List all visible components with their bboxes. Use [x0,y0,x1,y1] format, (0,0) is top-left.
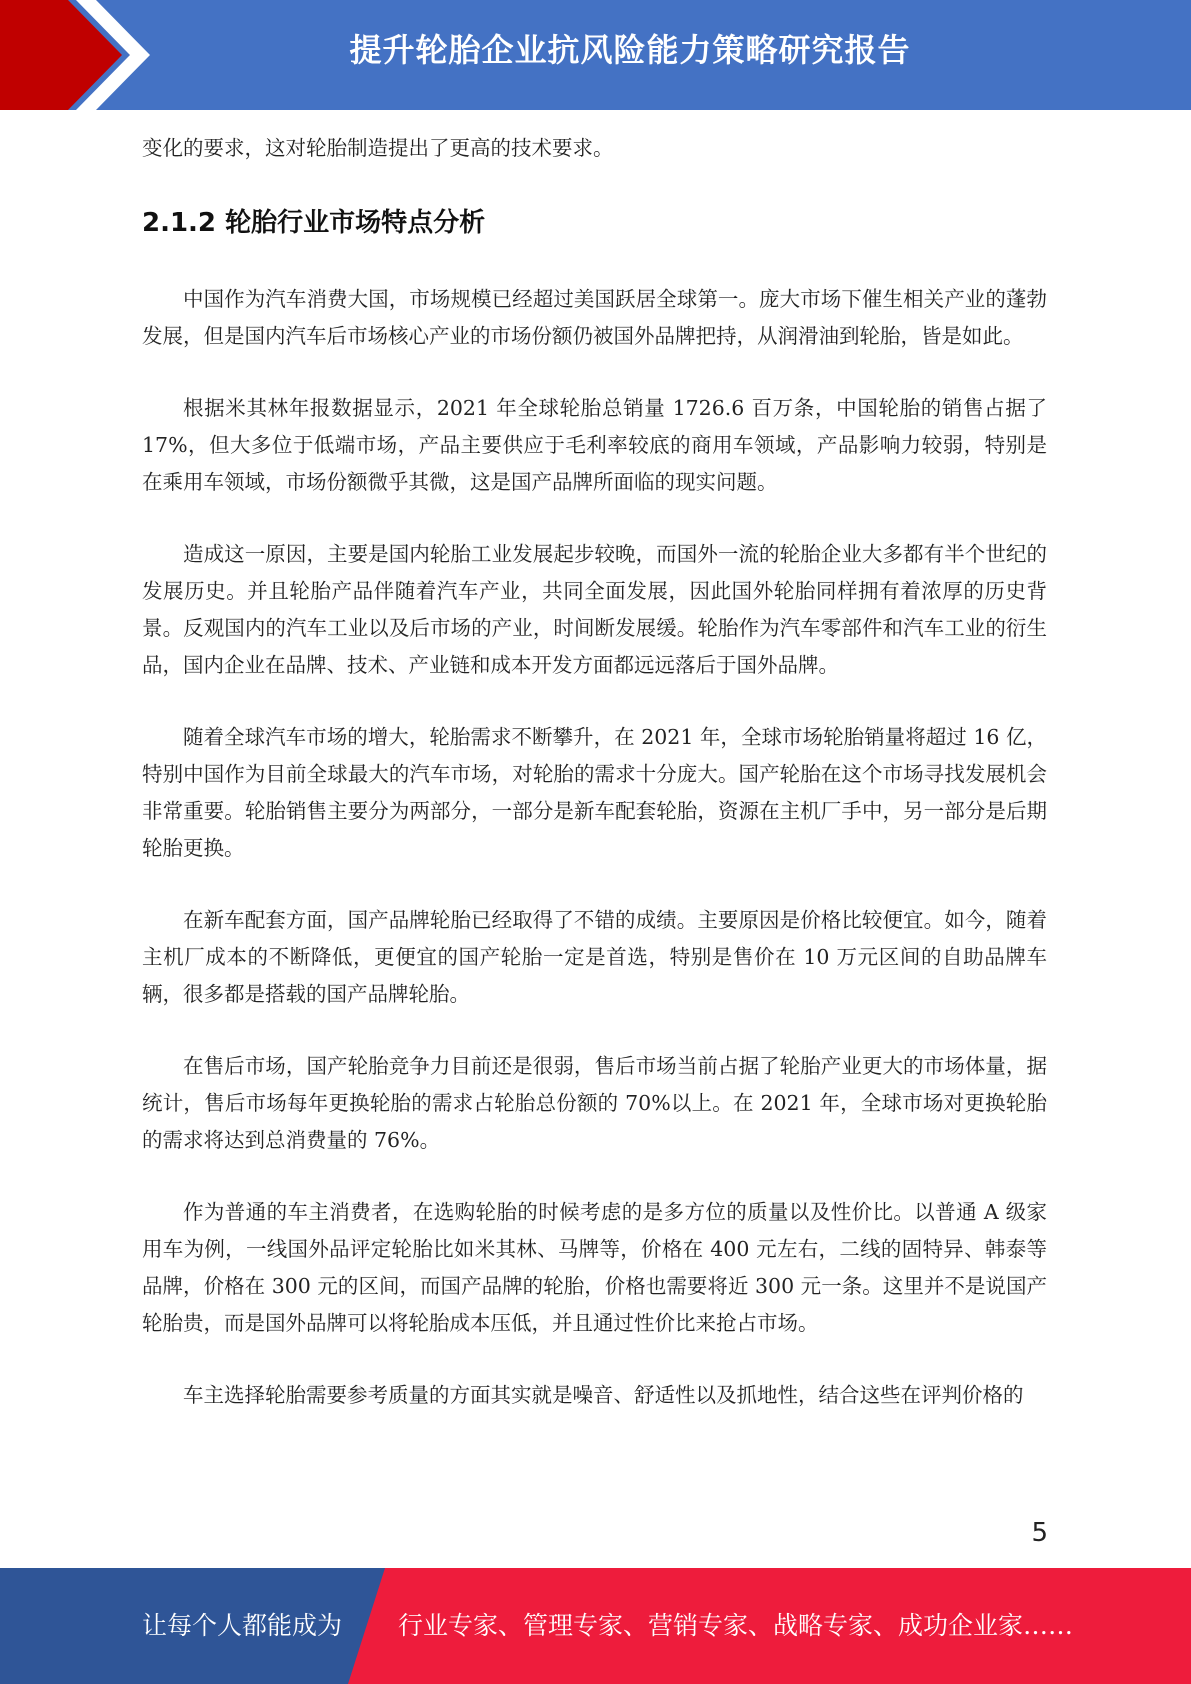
page-footer [0,1568,1191,1684]
footer-slogan-right: 行业专家、管理专家、营销专家、战略专家、成功企业家…… [398,1611,1074,1640]
paragraph: 中国作为汽车消费大国，市场规模已经超过美国跃居全球第一。庞大市场下催生相关产业的蓬勃发展，但是国内汽车后市场核心产业的市场份额仍被国外品牌把持，从润滑油到轮胎，皆是如此。 [142,287,1047,348]
paragraph: 造成这一原因，主要是国内轮胎工业发展起步较晚，而国外一流的轮胎企业大多都有半个世纪的发展历史。并且轮胎产品伴随着汽车产业，共同全面发展，因此国外轮胎同样拥有着浓厚的历史背景。反观国内的汽车工业以及后市场的产业，时间断发展缓。轮胎作为汽车零部件和汽车工业的衍生品，国内企业在品牌、技术、产业链和成本开发方面都远远落后于国外品牌。 [142,542,1047,677]
footer-slogan-left: 让每个人都能成为 [142,1611,343,1640]
page-header [0,0,1191,110]
report-title: 提升轮胎企业抗风险能力策略研究报告 [349,31,911,69]
paragraph: 在新车配套方面，国产品牌轮胎已经取得了不错的成绩。主要原因是价格比较便宜。如今，随着主机厂成本的不断降低，更便宜的国产轮胎一定是首选，特别是售价在 10 万元区间的自助品牌车辆，很多都是搭载的国产品牌轮胎。 [142,908,1047,1006]
red-chevron-decoration [0,0,160,110]
section-heading: 2.1.2 轮胎行业市场特点分析 [142,208,486,238]
continued-text: 变化的要求，这对轮胎制造提出了更高的技术要求。 [142,136,614,160]
paragraph: 车主选择轮胎需要参考质量的方面其实就是噪音、舒适性以及抓地性，结合这些在评判价格的 [183,1383,1024,1407]
document-body [142,130,1047,1449]
paragraph: 根据米其林年报数据显示，2021 年全球轮胎总销量 1726.6 百万条，中国轮胎的销售占据了 17%，但大多位于低端市场，产品主要供应于毛利率较底的商用车领域，产品影响力较弱，特别是在乘用车领域，市场份额微乎其微，这是国产品牌所面临的现实问题。 [142,396,1047,494]
paragraph: 在售后市场，国产轮胎竞争力目前还是很弱，售后市场当前占据了轮胎产业更大的市场体量，据统计，售后市场每年更换轮胎的需求占轮胎总份额的 70%以上。在 2021 年，全球市场对更换轮胎的需求将达到总消费量的 76%。 [142,1054,1047,1152]
page-number: 5 [1031,1518,1048,1548]
paragraph: 作为普通的车主消费者，在选购轮胎的时候考虑的是多方位的质量以及性价比。以普通 A 级家用车为例，一线国外品评定轮胎比如米其林、马牌等，价格在 400 元左右，二线的固特异、韩泰等品牌，价格在 300 元的区间，而国产品牌的轮胎，价格也需要将近 300 元一条。这里并不是说国产轮胎贵，而是国外品牌可以将轮胎成本压低，并且通过性价比来抢占市场。 [142,1200,1047,1335]
paragraph: 随着全球汽车市场的增大，轮胎需求不断攀升，在 2021 年，全球市场轮胎销量将超过 16 亿，特别中国作为目前全球最大的汽车市场，对轮胎的需求十分庞大。国产轮胎在这个市场寻找发展机会非常重要。轮胎销售主要分为两部分，一部分是新车配套轮胎，资源在主机厂手中，另一部分是后期轮胎更换。 [142,725,1047,860]
